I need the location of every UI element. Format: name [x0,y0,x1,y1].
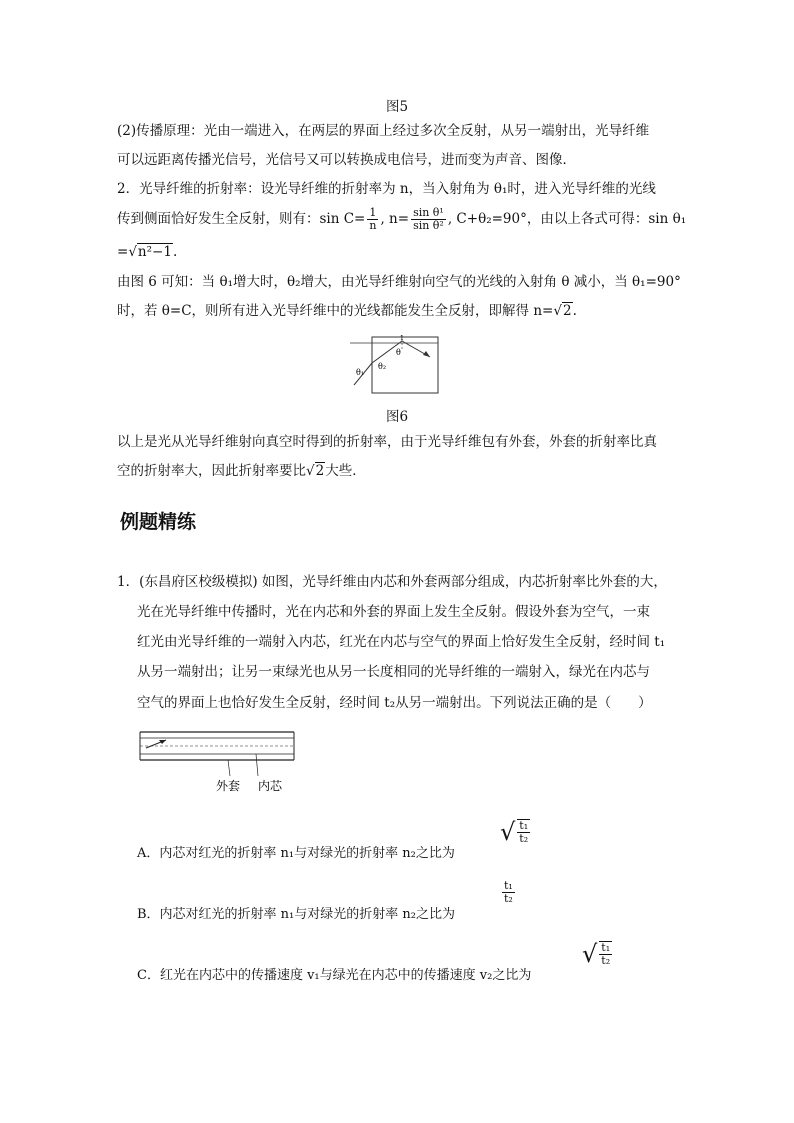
para4-tail: 大些． [325,463,366,479]
option-c-text: C．红光在内芯中的传播速度 v₁与绿光在内芯中的传播速度 v₂之比为 [137,968,532,983]
para2-text-b: , n= [380,211,410,227]
outer-label: 外套 [216,779,241,793]
figure-6-diagram [350,333,440,397]
outer-pointer [228,760,230,776]
question1-line5: 空气的界面上也恰好发生全反射，经时间 t₂从另一端射出。下列说法正确的是（ ） [137,695,652,711]
question1-line1: 1．(东昌府区校级模拟) 如图，光导纤维由内芯和外套两部分组成，内芯折射率比外套的大， [117,574,667,590]
para2-text-a: 传到侧面恰好发生全反射，则有：sin C= [117,211,366,227]
para3-line2: 时，若 θ=C，则所有进入光导纤维中的光线都能发生全反射，即解得 n=√2. [117,303,577,319]
option-a-answer: √ $\frac{\text{t₁}}{\text{t₂}}$ [500,818,529,846]
figure-6-caption: 图6 [386,409,409,425]
option-b-answer [500,880,517,905]
arrow-head [423,351,430,357]
fiber-diagram [138,728,298,796]
para4-text: 空的折射率大，因此折射率要比 [117,463,306,479]
theta1-label: θ₁ [356,368,365,377]
question1-line2: 光在光导纤维中传播时，光在内芯和外套的界面上发生全反射。假设外套为空气，一束 [137,604,650,620]
option-c-fraction: $\frac{\text{t₁}}{\text{t₂}}$ [601,941,611,967]
option-c-answer: √ $\frac{\text{t₁}}{\text{t₂}}$ [582,940,611,968]
para2-text-c: , C+θ₂=90°，由以上各式可得：sin θ₁ [447,211,687,227]
para4-line2: 空的折射率大，因此折射率要比√2大些． [117,463,366,479]
para4-line1: 以上是光从光导纤维射向真空时得到的折射率，由于光导纤维包有外套，外套的折射率比真 [117,434,657,450]
question1-line4: 从另一端射出；让另一束绿光也从另一长度相同的光导纤维的一端射入，绿光在内芯与 [137,664,650,680]
section-heading: 例题精练 [120,511,197,533]
fraction-1-over-n: $\frac{1}{n}$ [369,206,377,232]
para3-period: . [572,303,577,319]
inner-pointer [256,754,258,776]
para2-line1: 2．光导纤维的折射率：设光导纤维的折射率为 n，当入射角为 θ₁时，进入光导纤维的光线 [117,181,656,197]
option-a-fraction: $\frac{\text{t₁}}{\text{t₂}}$ [519,819,529,845]
figure-5-caption: 图5 [386,99,409,115]
sqrt-2: 2 [562,303,572,319]
normal-label: 1 [400,335,404,342]
fraction-sin-ratio: $\frac{\text{sin θ¹}}{\text{sin θ²}}$ [413,206,444,232]
sqrt-2-b: 2 [315,463,325,479]
option-a-text: A．内芯对红光的折射率 n₁与对绿光的折射率 n₂之比为 [137,846,455,861]
para2-line3: =√n²−1. [117,244,178,260]
option-b-fraction: $\frac{\text{t₁}}{\text{t₂}}$ [504,879,513,905]
inner-label: 内芯 [258,779,283,793]
theta-label: θ [396,348,401,357]
para2-line2 [117,207,686,232]
sqrt-radicand: n²−1 [137,244,172,260]
para3-text: 时，若 θ=C，则所有进入光导纤维中的光线都能发生全反射，即解得 n= [117,303,554,319]
theta2-label: θ₂ [378,362,387,371]
para1-line2: 可以远距离传播光信号，光信号又可以转换成电信号，进而变为声音、图像． [117,152,576,168]
para3-line1: 由图 6 可知：当 θ₁增大时，θ₂增大，由光导纤维射向空气的光线的入射角 θ 减小，当 θ₁=90° [117,274,681,290]
question1-line3: 红光由光导纤维的一端射入内芯，红光在内芯与空气的界面上恰好发生全反射，经时间 t₁ [137,634,666,650]
para2-period: . [172,244,178,260]
para1-line1: (2)传播原理：光由一端进入，在两层的界面上经过多次全反射，从另一端射出，光导纤维 [117,123,650,139]
para2-eq-sign: = [117,244,129,260]
option-b-text: B．内芯对红光的折射率 n₁与对绿光的折射率 n₂之比为 [137,907,455,922]
